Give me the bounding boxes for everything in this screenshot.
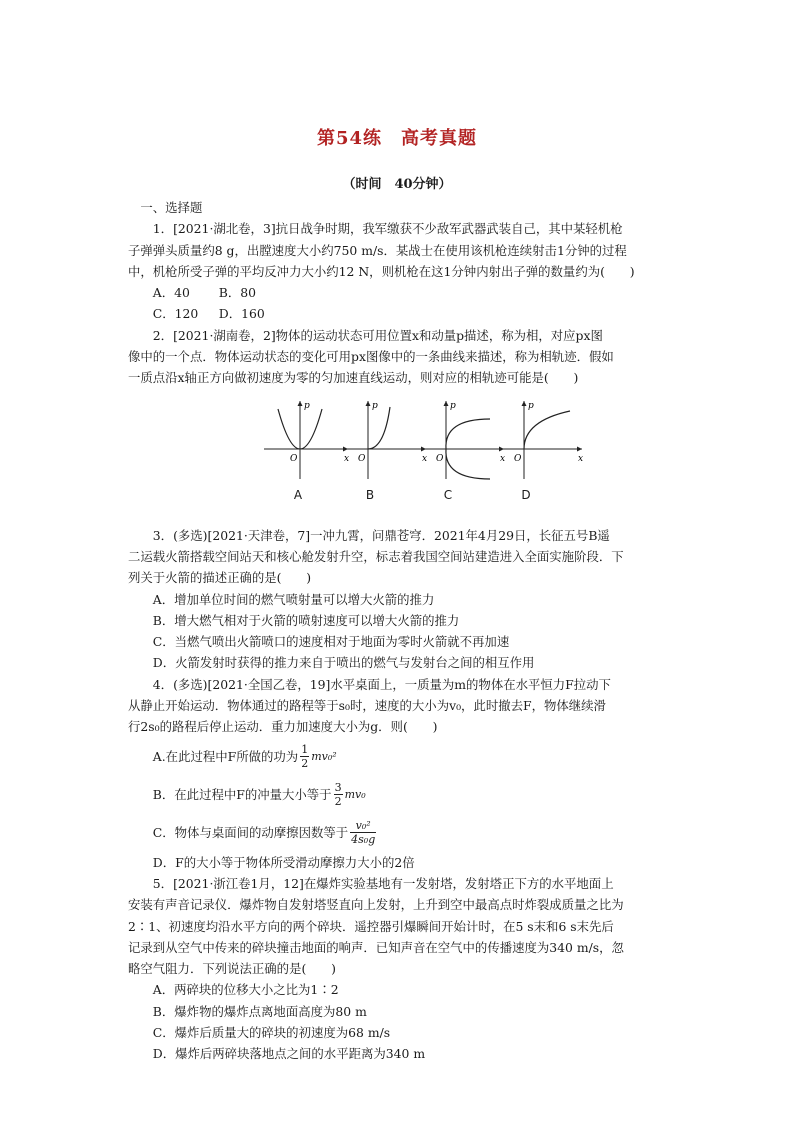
option-b: B．增大燃气相对于火箭的喷射速度可以增大火箭的推力 bbox=[152, 612, 460, 628]
question-text: 4．(多选)[2021·全国乙卷，19]水平桌面上，一质量为m的物体在水平恒力F拉动下 bbox=[152, 676, 611, 692]
option-a: A.在此过程中F所做的功为 $\frac{1}{2}$ mv₀² bbox=[152, 743, 337, 771]
question-text: 从静止开始运动．物体通过的路程等于s₀时，速度的大小为v₀，此时撤去F，物体继续滑 bbox=[128, 698, 606, 714]
question-text: 一质点沿x轴正方向做初速度为零的匀加速直线运动，则对应的相轨迹可能是( ) bbox=[128, 370, 579, 386]
question-text: 列关于火箭的描述正确的是( ) bbox=[128, 570, 312, 586]
origin-label: O bbox=[514, 453, 522, 464]
section-heading: 一、选择题 bbox=[140, 200, 203, 215]
option-row bbox=[128, 282, 676, 303]
axis-label-y: p bbox=[372, 400, 378, 411]
question-text: 略空气阻力．下列说法正确的是( ) bbox=[128, 961, 336, 977]
option-c: C．爆炸后质量大的碎块的初速度为68 m/s bbox=[152, 1025, 391, 1041]
question-text: 记录到从空气中传来的碎块撞击地面的响声．已知声音在空气中的传播速度为340 m/s，忽 bbox=[128, 939, 624, 955]
question-text: 2．[2021·湖南卷，2]物体的运动状态可用位置x和动量p描述，称为相，对应px图 bbox=[152, 327, 603, 343]
question-text: 3．(多选)[2021·天津卷，7]一冲九霄，问鼎苍穹．2021年4月29日，长征五号B遥 bbox=[152, 527, 610, 543]
option-a: A．增加单位时间的燃气喷射量可以增大火箭的推力 bbox=[152, 591, 435, 607]
question-3 bbox=[128, 525, 676, 674]
axis-label-x: x bbox=[500, 453, 506, 464]
question-text: 二运载火箭搭载空间站天和核心舱发射升空，标志着我国空间站建造进入全面实施阶段．下 bbox=[128, 548, 624, 564]
graph-b-label: B bbox=[365, 487, 375, 502]
question-1 bbox=[128, 218, 676, 324]
option-c: C．120 bbox=[152, 306, 199, 322]
phase-graph-row bbox=[128, 389, 676, 502]
question-text: 安装有声音记录仪．爆炸物自发射塔竖直向上发射，上升到空中最高点时炸裂成质量之比为 bbox=[128, 897, 624, 913]
option-b: B．在此过程中F的冲量大小等于 $\frac{3}{2}$ mv₀ bbox=[152, 781, 366, 809]
graph-d-label: D bbox=[521, 487, 531, 502]
question-2 bbox=[128, 325, 676, 502]
axis-label-x: x bbox=[578, 453, 584, 464]
question-5 bbox=[128, 873, 676, 1065]
graph-d bbox=[494, 397, 590, 483]
fraction: $\frac{1}{2}$ bbox=[301, 743, 309, 771]
option-a: A．40 bbox=[152, 285, 190, 301]
origin-label: O bbox=[290, 453, 298, 464]
graph-a-label: A bbox=[293, 487, 303, 502]
option-a: A．两碎块的位移大小之比为1∶2 bbox=[152, 982, 339, 998]
axis-label-x: x bbox=[422, 453, 428, 464]
question-list bbox=[128, 197, 676, 1065]
fraction: $\frac{\text{v₀²}}{\text{4s₀g}}$ bbox=[351, 819, 376, 847]
origin-label: O bbox=[358, 453, 366, 464]
question-text: 中，机枪所受子弹的平均反冲力大小约12 N，则机枪在这1分钟内射出子弹的数量约为( ) bbox=[128, 263, 635, 279]
fraction: $\frac{3}{2}$ bbox=[334, 781, 342, 809]
option-b: B．爆炸物的爆炸点离地面高度为80 m bbox=[152, 1003, 367, 1019]
option-c: C．物体与桌面间的动摩擦因数等于 $\frac{\text{v₀²}}{\text{4s₀g}}$ bbox=[152, 819, 376, 847]
time-limit: （时间 40分钟） bbox=[342, 177, 452, 192]
axis-label-y: p bbox=[450, 400, 456, 411]
option-d: D．160 bbox=[218, 306, 265, 322]
question-text: 2∶1、初速度均沿水平方向的两个碎块．遥控器引爆瞬间开始计时，在5 s末和6 s末先后 bbox=[128, 918, 614, 934]
axis-label-y: p bbox=[528, 400, 534, 411]
axis-label-y: p bbox=[304, 400, 310, 411]
option-row bbox=[128, 303, 676, 324]
option-d: D．火箭发射时获得的推力来自于喷出的燃气与发射台之间的相互作用 bbox=[152, 655, 535, 671]
question-text: 1．[2021·湖北卷，3]抗日战争时期，我军缴获不少敌军武器武装自己，其中某轻机枪 bbox=[152, 221, 623, 237]
option-d: D．爆炸后两碎块落地点之间的水平距离为340 m bbox=[152, 1046, 426, 1062]
question-text: 像中的一个点．物体运动状态的变化可用px图像中的一条曲线来描述，称为相轨迹．假如 bbox=[128, 349, 614, 365]
graph-c-label: C bbox=[443, 487, 453, 502]
option-d: D．F的大小等于物体所受滑动摩擦力大小的2倍 bbox=[152, 854, 415, 870]
question-text: 行2s₀的路程后停止运动．重力加速度大小为g．则( ) bbox=[128, 719, 438, 735]
option-b: B．80 bbox=[218, 285, 257, 301]
option-c: C．当燃气喷出火箭喷口的速度相对于地面为零时火箭就不再加速 bbox=[152, 634, 510, 650]
question-text: 5．[2021·浙江卷1月，12]在爆炸实验基地有一发射塔，发射塔正下方的水平地面上 bbox=[152, 875, 614, 891]
question-4 bbox=[128, 674, 676, 873]
origin-label: O bbox=[436, 453, 444, 464]
page-title: 第54练 高考真题 bbox=[316, 128, 478, 149]
question-text: 子弹弹头质量约8 g，出膛速度大小约750 m/s．某战士在使用该机枪连续射击1分钟的过程 bbox=[128, 242, 627, 258]
axis-label-x: x bbox=[344, 453, 350, 464]
